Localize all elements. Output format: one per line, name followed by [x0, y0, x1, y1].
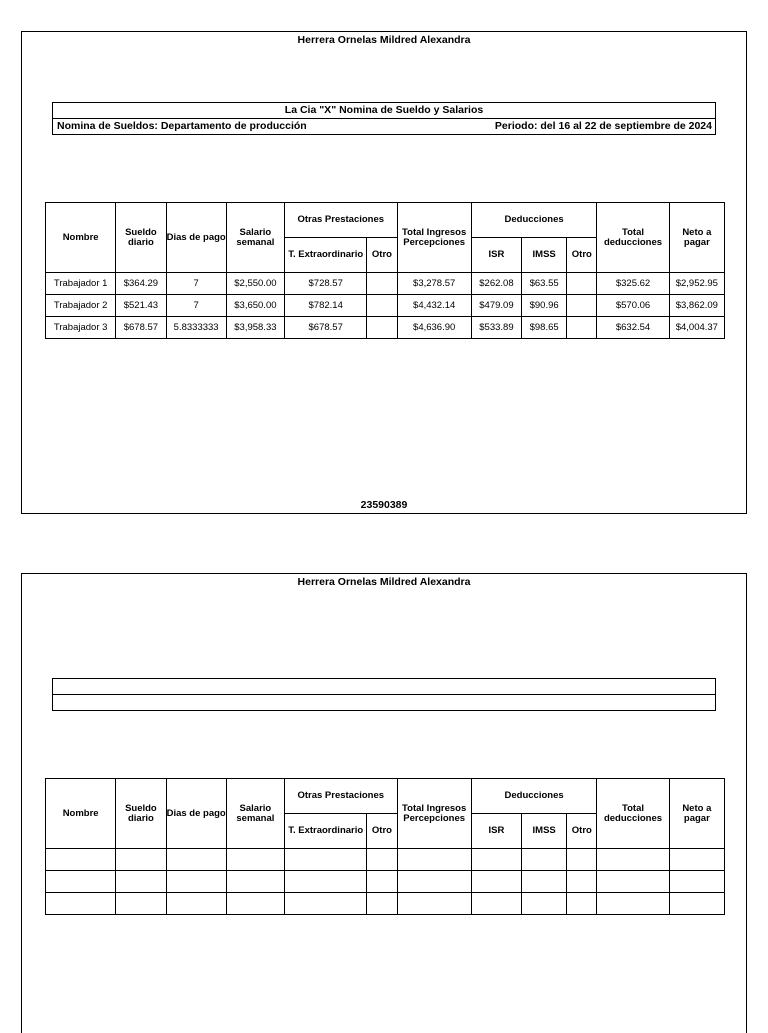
empty-cell [46, 893, 116, 915]
department-label: Nomina de Sueldos: Departamento de producción [57, 120, 307, 132]
cell-dias-pago: 5.8333333 [166, 317, 226, 339]
empty-cell [522, 871, 567, 893]
empty-cell [166, 849, 226, 871]
empty-cell [116, 893, 166, 915]
empty-cell [567, 893, 597, 915]
payroll-header-box [52, 678, 716, 711]
cell-sueldo-diario: $521.43 [116, 295, 166, 317]
empty-cell [397, 871, 471, 893]
cell-total-ingresos: $4,636.90 [397, 317, 471, 339]
empty-cell [226, 849, 284, 871]
table-row [46, 295, 725, 317]
header-otro: Otro [367, 814, 397, 849]
header-imss: IMSS [522, 238, 567, 273]
empty-cell [397, 893, 471, 915]
cell-total-ingresos: $4,432.14 [397, 295, 471, 317]
empty-cell [567, 871, 597, 893]
header-salario-semanal: Salario semanal [226, 203, 284, 273]
empty-cell [397, 849, 471, 871]
cell-imss: $90.96 [522, 295, 567, 317]
author-name: Herrera Ornelas Mildred Alexandra [297, 34, 471, 46]
empty-cell [471, 871, 521, 893]
cell-total-deducciones: $570.06 [597, 295, 669, 317]
empty-cell [597, 893, 669, 915]
empty-cell [285, 849, 367, 871]
cell-otro-ded [567, 295, 597, 317]
header-otro-ded: Otro [567, 238, 597, 273]
cell-isr: $533.89 [471, 317, 521, 339]
header-dias-pago: Dias de pago [166, 779, 226, 849]
empty-cell [116, 871, 166, 893]
empty-cell [669, 849, 724, 871]
author-name: Herrera Ornelas Mildred Alexandra [297, 576, 471, 588]
empty-cell [166, 871, 226, 893]
cell-total-ingresos: $3,278.57 [397, 273, 471, 295]
empty-cell [522, 849, 567, 871]
empty-cell [471, 849, 521, 871]
cell-sueldo-diario: $678.57 [116, 317, 166, 339]
header-dias-pago: Dias de pago [166, 203, 226, 273]
company-title: La Cia "X" Nomina de Sueldo y Salarios [284, 104, 484, 116]
empty-cell [285, 871, 367, 893]
cell-neto: $3,862.09 [669, 295, 724, 317]
cell-otro [367, 273, 397, 295]
empty-cell [367, 849, 397, 871]
cell-imss: $63.55 [522, 273, 567, 295]
table-row [46, 273, 725, 295]
empty-cell [46, 849, 116, 871]
header-total-deducciones: Total deducciones [597, 779, 669, 849]
empty-department-row [53, 694, 715, 710]
empty-cell [567, 849, 597, 871]
empty-cell [669, 893, 724, 915]
header-salario-semanal: Salario semanal [226, 779, 284, 849]
empty-cell [597, 871, 669, 893]
cell-t-extraordinario: $678.57 [285, 317, 367, 339]
cell-t-extraordinario: $782.14 [285, 295, 367, 317]
cell-otro-ded [567, 317, 597, 339]
cell-nombre: Trabajador 2 [46, 295, 116, 317]
empty-cell [522, 893, 567, 915]
header-sueldo-diario: Sueldo diario [116, 203, 166, 273]
cell-otro-ded [567, 273, 597, 295]
header-neto: Neto a pagar [669, 779, 724, 849]
header-otro-ded: Otro [567, 814, 597, 849]
cell-neto: $4,004.37 [669, 317, 724, 339]
empty-cell [367, 893, 397, 915]
table-row [46, 893, 725, 915]
table-row [46, 849, 725, 871]
payroll-page-2 [21, 573, 747, 1033]
header-otro: Otro [367, 238, 397, 273]
header-total-deducciones: Total deducciones [597, 203, 669, 273]
empty-cell [367, 871, 397, 893]
cell-salario-semanal: $2,550.00 [226, 273, 284, 295]
empty-cell [166, 893, 226, 915]
header-imss: IMSS [522, 814, 567, 849]
cell-isr: $262.08 [471, 273, 521, 295]
header-otras-prestaciones: Otras Prestaciones [285, 779, 398, 814]
empty-cell [116, 849, 166, 871]
payroll-table [45, 202, 725, 339]
payroll-page-1 [21, 31, 747, 514]
cell-dias-pago: 7 [166, 273, 226, 295]
table-row [46, 871, 725, 893]
cell-t-extraordinario: $728.57 [285, 273, 367, 295]
header-t-extraordinario: T. Extraordinario [285, 814, 367, 849]
period-label: Periodo: del 16 al 22 de septiembre de 2024 [494, 120, 712, 132]
header-sueldo-diario: Sueldo diario [116, 779, 166, 849]
header-isr: ISR [471, 814, 521, 849]
cell-salario-semanal: $3,958.33 [226, 317, 284, 339]
empty-cell [226, 871, 284, 893]
table-row [46, 317, 725, 339]
cell-nombre: Trabajador 3 [46, 317, 116, 339]
header-t-extraordinario: T. Extraordinario [285, 238, 367, 273]
empty-cell [285, 893, 367, 915]
header-otras-prestaciones: Otras Prestaciones [285, 203, 398, 238]
header-neto: Neto a pagar [669, 203, 724, 273]
empty-cell [46, 871, 116, 893]
empty-title-row [53, 679, 715, 694]
empty-cell [226, 893, 284, 915]
cell-neto: $2,952.95 [669, 273, 724, 295]
cell-total-deducciones: $632.54 [597, 317, 669, 339]
cell-isr: $479.09 [471, 295, 521, 317]
cell-dias-pago: 7 [166, 295, 226, 317]
department-row [53, 118, 715, 134]
empty-cell [669, 871, 724, 893]
empty-cell [597, 849, 669, 871]
header-total-ingresos: Total Ingresos Percepciones [397, 203, 471, 273]
header-total-ingresos: Total Ingresos Percepciones [397, 779, 471, 849]
cell-imss: $98.65 [522, 317, 567, 339]
payroll-table [45, 778, 725, 915]
empty-cell [471, 893, 521, 915]
header-nombre: Nombre [46, 203, 116, 273]
header-isr: ISR [471, 238, 521, 273]
cell-sueldo-diario: $364.29 [116, 273, 166, 295]
cell-total-deducciones: $325.62 [597, 273, 669, 295]
cell-nombre: Trabajador 1 [46, 273, 116, 295]
payroll-header-box [52, 102, 716, 135]
cell-otro [367, 295, 397, 317]
header-deducciones: Deducciones [471, 779, 597, 814]
cell-salario-semanal: $3,650.00 [226, 295, 284, 317]
header-deducciones: Deducciones [471, 203, 597, 238]
header-nombre: Nombre [46, 779, 116, 849]
student-id: 23590389 [360, 499, 408, 511]
cell-otro [367, 317, 397, 339]
